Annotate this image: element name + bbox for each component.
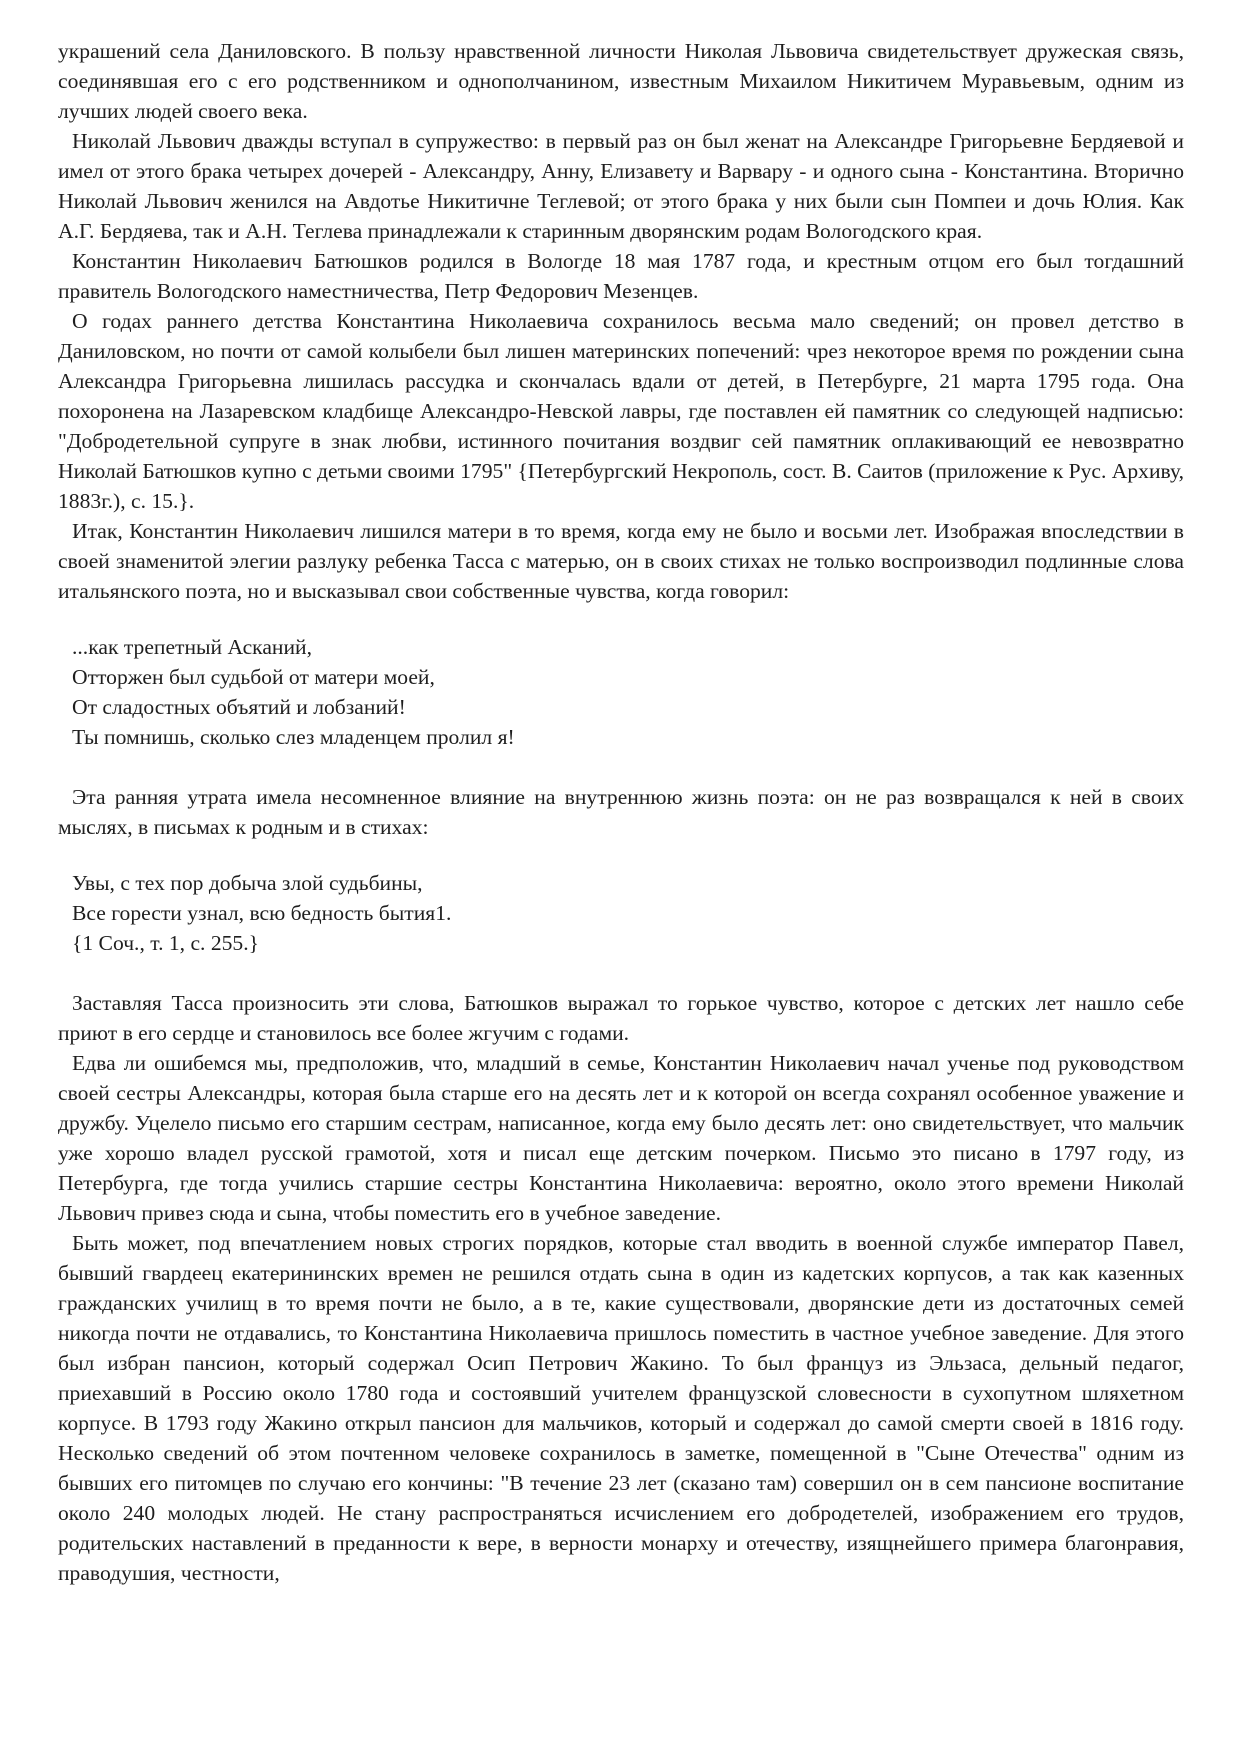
verse-line: Все горести узнал, всю бедность бытия1. xyxy=(72,901,452,925)
verse-line: От сладостных объятий и лобзаний! xyxy=(72,695,406,719)
paragraph-2: Николай Львович дважды вступал в супружество: в первый раз он был женат на Александре Григорьевне Бердяевой и имел от этого брака четырех дочерей - Александру, Анну, Елизавету и Варвару - и одного сына - Константина. Вторично Николай Львович женился на Авдотье Никитичне Теглевой; от этого брака у них были сын Помпеи и дочь Юлия. Как А.Г. Бердяева, так и А.Н. Теглева принадлежали к старинным дворянским родам Вологодского края. xyxy=(58,129,1184,243)
paragraph-5: Итак, Константин Николаевич лишился матери в то время, когда ему не было и восьми лет. Изображая впоследствии в своей знаменитой элегии разлуку ребенка Тасса с матерью, он в своих стихах не только воспроизводил подлинные слова итальянского поэта, но и высказывал свои собственные чувства, когда говорил: xyxy=(58,519,1184,603)
verse-block-1 xyxy=(72,632,1184,752)
paragraph-8: Едва ли ошибемся мы, предположив, что, младший в семье, Константин Николаевич начал ученье под руководством своей сестры Александры, которая была старше его на десять лет и к которой он всегда сохранял особенное уважение и дружбу. Уцелело письмо его старшим сестрам, написанное, когда ему было десять лет: оно свидетельствует, что мальчик уже хорошо владел русской грамотой, хотя и писал еще детским почерком. Письмо это писано в 1797 году, из Петербурга, где тогда учились старшие сестры Константина Николаевича: вероятно, около этого времени Николай Львович привез сюда и сына, чтобы поместить его в учебное заведение. xyxy=(58,1051,1184,1225)
verse-footnote: {1 Соч., т. 1, с. 255.} xyxy=(72,931,259,955)
verse-line: Увы, с тех пор добыча злой судьбины, xyxy=(72,871,423,895)
verse-block-2 xyxy=(72,868,1184,958)
verse-line: Отторжен был судьбой от матери моей, xyxy=(72,665,435,689)
paragraph-6: Эта ранняя утрата имела несомненное влияние на внутреннюю жизнь поэта: он не раз возвращался к ней в своих мыслях, в письмах к родным и в стихах: xyxy=(58,785,1184,839)
paragraph-4: О годах раннего детства Константина Николаевича сохранилось весьма мало сведений; он провел детство в Даниловском, но почти от самой колыбели был лишен материнских попечений: чрез некоторое время по рождении сына Александра Григорьевна лишилась рассудка и скончалась вдали от детей, в Петербурге, 21 марта 1795 года. Она похоронена на Лазаревском кладбище Александро-Невской лавры, где поставлен ей памятник со следующей надписью: "Добродетельной супруге в знак любви, истинного почитания воздвиг сей памятник оплакивающий ее невозвратно Николай Батюшков купно с детьми своими 1795" {Петербургский Некрополь, сост. В. Саитов (приложение к Рус. Архиву, 1883г.), с. 15.}. xyxy=(58,309,1185,513)
paragraph-1: украшений села Даниловского. В пользу нравственной личности Николая Львовича свидетельствует дружеская связь, соединявшая его с его родственником и однополчанином, известным Михаилом Никитичем Муравьевым, одним из лучших людей своего века. xyxy=(58,39,1184,123)
paragraph-7: Заставляя Тасса произносить эти слова, Батюшков выражал то горькое чувство, которое с детских лет нашло себе приют в его сердце и становилось все более жгучим с годами. xyxy=(58,991,1184,1045)
paragraph-9: Быть может, под впечатлением новых строгих порядков, которые стал вводить в военной службе император Павел, бывший гвардеец екатерининских времен не решился отдать сына в один из кадетских корпусов, а так как казенных гражданских училищ в то время почти не было, а в те, какие существовали, дворянские дети из достаточных семей никогда почти не отдавались, то Константина Николаевича пришлось поместить в частное учебное заведение. Для этого был избран пансион, который содержал Осип Петрович Жакино. То был француз из Эльзаса, дельный педагог, приехавший в Россию около 1780 года и состоявший учителем французской словесности в сухопутном шляхетном корпусе. В 1793 году Жакино открыл пансион для мальчиков, который и содержал до самой смерти своей в 1816 году. Несколько сведений об этом почтенном человеке сохранилось в заметке, помещенной в "Сыне Отечества" одним из бывших его питомцев по случаю его кончины: "В течение 23 лет (сказано там) совершил он в сем пансионе воспитание около 240 молодых людей. Не стану распространяться исчислением его добродетелей, изображением его трудов, родительских наставлений в преданности к вере, в верности монарху и отечеству, изящнейшего примера благонравия, праводушия, честности, xyxy=(58,1231,1184,1585)
verse-line: ...как трепетный Асканий, xyxy=(72,635,312,659)
document-page xyxy=(58,36,1184,1588)
paragraph-3: Константин Николаевич Батюшков родился в Вологде 18 мая 1787 года, и крестным отцом его был тогдашний правитель Вологодского наместничества, Петр Федорович Мезенцев. xyxy=(58,249,1184,303)
verse-line: Ты помнишь, сколько слез младенцем пролил я! xyxy=(72,725,515,749)
